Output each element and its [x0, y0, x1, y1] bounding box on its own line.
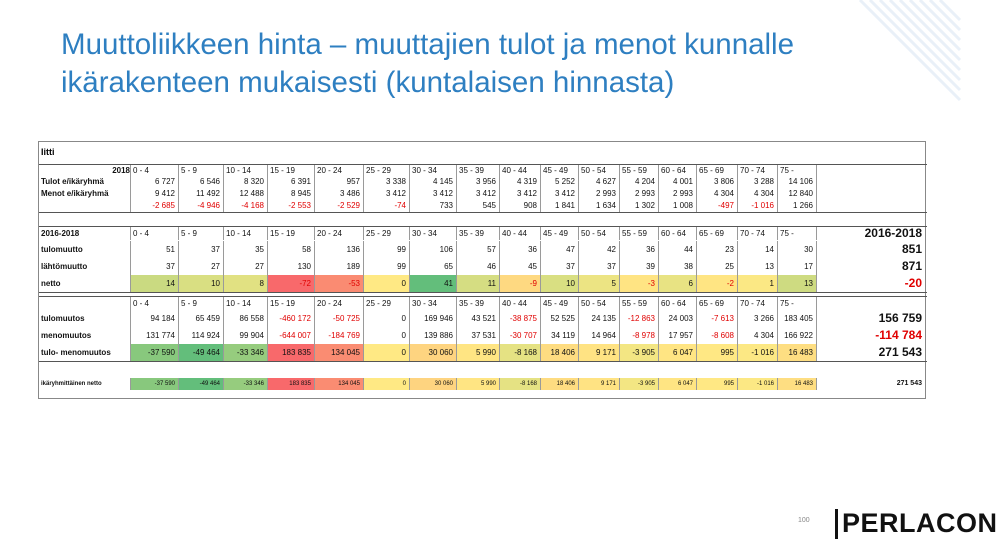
table-cell: 0 [364, 310, 410, 327]
column-header: 20 - 24 [315, 165, 364, 176]
table-cell: 13 [778, 275, 817, 292]
table-cell: 36 [620, 241, 659, 258]
table-cell: 5 990 [457, 378, 500, 390]
table-cell: 35 [224, 241, 268, 258]
table-cell: -9 [500, 275, 541, 292]
table-cell: 30 060 [410, 378, 457, 390]
table-cell: 8 [224, 275, 268, 292]
column-header: 70 - 74 [738, 227, 778, 240]
table-cell: 13 [738, 258, 778, 275]
divider-3 [39, 361, 927, 362]
column-header: 30 - 34 [410, 227, 457, 240]
side-total: -114 784 [875, 328, 922, 342]
column-header: 75 - [778, 297, 817, 310]
row-label [39, 200, 131, 212]
table-cell: -38 875 [500, 310, 541, 327]
column-header: 55 - 59 [620, 227, 659, 240]
column-header: 30 - 34 [410, 297, 457, 310]
table-cell: 995 [697, 344, 738, 361]
table-cell: 37 [131, 258, 179, 275]
table-cell: 36 [500, 241, 541, 258]
table-cell: 2 993 [659, 188, 697, 200]
side-total: 871 [901, 259, 922, 273]
logo-mark-icon [830, 509, 838, 539]
table-cell: 51 [131, 241, 179, 258]
column-header: 20 - 24 [315, 227, 364, 240]
column-header: 15 - 19 [268, 227, 315, 240]
table-cell: 11 [457, 275, 500, 292]
table-cell: 4 304 [738, 188, 778, 200]
table-cell: 43 521 [457, 310, 500, 327]
table-cell: -460 172 [268, 310, 315, 327]
table-cell: 3 806 [697, 176, 738, 188]
table-cell: -1 016 [738, 378, 778, 390]
table-cell: -497 [697, 200, 738, 212]
table-cell: -49 464 [179, 378, 224, 390]
side-total: 271 543 [896, 380, 922, 387]
table-cell: 14 964 [579, 327, 620, 344]
table-cell: 99 [364, 241, 410, 258]
column-header: 5 - 9 [179, 227, 224, 240]
table-row [39, 327, 927, 344]
table-cell: 11 492 [179, 188, 224, 200]
table-cell: 24 003 [659, 310, 697, 327]
table-cell: 42 [579, 241, 620, 258]
table-cell: -2 [697, 275, 738, 292]
table-cell: 3 412 [410, 188, 457, 200]
row-label: netto [39, 275, 131, 292]
table-cell: 9 171 [579, 378, 620, 390]
table-cell: -3 905 [620, 344, 659, 361]
table-row [39, 176, 927, 188]
table-cell: 134 045 [315, 378, 364, 390]
table-cell: 24 135 [579, 310, 620, 327]
column-header: 10 - 14 [224, 165, 268, 176]
row-label: tulo- menomuutos [39, 344, 131, 361]
table-cell: 17 [778, 258, 817, 275]
table-cell: 3 486 [315, 188, 364, 200]
row-label: lähtömuutto [39, 258, 131, 275]
table-cell: 38 [659, 258, 697, 275]
table-cell: 65 459 [179, 310, 224, 327]
table-cell: -49 464 [179, 344, 224, 361]
table-cell: -33 346 [224, 378, 268, 390]
column-header: 15 - 19 [268, 165, 315, 176]
side-total: 851 [901, 242, 922, 256]
column-header: 55 - 59 [620, 165, 659, 176]
table-cell: -37 590 [131, 378, 179, 390]
table-row [39, 200, 927, 212]
table-cell: -3 905 [620, 378, 659, 390]
page-number: 100 [798, 517, 810, 524]
table-cell: -30 707 [500, 327, 541, 344]
table-cell: 94 184 [131, 310, 179, 327]
table-cell: 47 [541, 241, 579, 258]
column-header: 45 - 49 [541, 227, 579, 240]
row-label: Tulot e/ikäryhmä [39, 176, 131, 188]
table-cell: 3 412 [457, 188, 500, 200]
column-header: 45 - 49 [541, 297, 579, 310]
table-cell: 0 [364, 327, 410, 344]
row-label: tulomuutto [39, 241, 131, 258]
table-cell: 1 008 [659, 200, 697, 212]
column-header: 65 - 69 [697, 227, 738, 240]
table-cell: 130 [268, 258, 315, 275]
table-cell: 183 405 [778, 310, 817, 327]
table-cell: -8 168 [500, 344, 541, 361]
title-line-1: Muuttoliikkeen hinta – muuttajien tulot ja menot kunnalle [61, 28, 795, 61]
table-cell: 9 171 [579, 344, 620, 361]
data-table [38, 141, 926, 399]
table-cell: 4 001 [659, 176, 697, 188]
table-cell: 18 406 [541, 378, 579, 390]
table-cell: 4 319 [500, 176, 541, 188]
column-header: 25 - 29 [364, 297, 410, 310]
table-cell: 39 [620, 258, 659, 275]
table-cell: 14 106 [778, 176, 817, 188]
table-cell: 27 [224, 258, 268, 275]
divider-1 [39, 212, 927, 213]
table-cell: 6 727 [131, 176, 179, 188]
table-cell: 17 957 [659, 327, 697, 344]
table-cell: 37 531 [457, 327, 500, 344]
table-cell: -4 946 [179, 200, 224, 212]
table-row [39, 241, 927, 258]
column-header: 65 - 69 [697, 165, 738, 176]
table-cell: -2 685 [131, 200, 179, 212]
table-cell: -8 608 [697, 327, 738, 344]
table-cell: 23 [697, 241, 738, 258]
table-cell: 4 304 [738, 327, 778, 344]
table-cell: 6 391 [268, 176, 315, 188]
table-cell: 995 [697, 378, 738, 390]
row-label: ikäryhmittäinen netto [39, 378, 131, 390]
table-cell: 0 [364, 275, 410, 292]
table-cell: 1 266 [778, 200, 817, 212]
table-cell: 34 119 [541, 327, 579, 344]
table-cell: 37 [579, 258, 620, 275]
table-cell: 99 904 [224, 327, 268, 344]
table-cell: 3 956 [457, 176, 500, 188]
column-header: 40 - 44 [500, 227, 541, 240]
table-cell: 99 [364, 258, 410, 275]
side-total: -20 [904, 276, 922, 290]
table-cell: -1 016 [738, 344, 778, 361]
table-cell: 3 412 [541, 188, 579, 200]
table-cell: 545 [457, 200, 500, 212]
table-cell: 5 990 [457, 344, 500, 361]
table-cell: 166 922 [778, 327, 817, 344]
table-cell: 183 835 [268, 378, 315, 390]
table-cell: 46 [457, 258, 500, 275]
header-label: 2016-2018 [39, 227, 131, 240]
side-total: 271 543 [878, 345, 922, 359]
table-cell: 4 627 [579, 176, 620, 188]
table-cell: 45 [500, 258, 541, 275]
column-header: 40 - 44 [500, 297, 541, 310]
table-cell: 6 047 [659, 378, 697, 390]
table-cell: -184 769 [315, 327, 364, 344]
column-header: 5 - 9 [179, 165, 224, 176]
side-total: 156 759 [878, 311, 922, 325]
table-cell: 6 047 [659, 344, 697, 361]
column-header: 70 - 74 [738, 297, 778, 310]
column-header: 50 - 54 [579, 165, 620, 176]
table-cell: 4 145 [410, 176, 457, 188]
table-cell: 2 993 [620, 188, 659, 200]
column-header: 60 - 64 [659, 297, 697, 310]
column-header: 50 - 54 [579, 297, 620, 310]
table-cell: 183 835 [268, 344, 315, 361]
table-cell: 58 [268, 241, 315, 258]
header-row-2016-2018 [39, 226, 927, 240]
table-cell: 1 634 [579, 200, 620, 212]
column-header: 40 - 44 [500, 165, 541, 176]
table-cell: 908 [500, 200, 541, 212]
table-cell: 5 252 [541, 176, 579, 188]
table-row [39, 310, 927, 327]
column-header: 75 - [778, 165, 817, 176]
table-row [39, 258, 927, 275]
table-cell: -4 168 [224, 200, 268, 212]
table-cell: 14 [131, 275, 179, 292]
table-cell: 8 320 [224, 176, 268, 188]
table-cell: 18 406 [541, 344, 579, 361]
header-label: 2018 [39, 165, 131, 176]
column-header: 5 - 9 [179, 297, 224, 310]
row-label: Menot e/ikäryhmä [39, 188, 131, 200]
table-cell: 30 [778, 241, 817, 258]
table-cell: 3 288 [738, 176, 778, 188]
header-label [39, 297, 131, 310]
table-cell: 106 [410, 241, 457, 258]
table-cell: 8 945 [268, 188, 315, 200]
table-cell: 114 924 [179, 327, 224, 344]
table-cell: 189 [315, 258, 364, 275]
table-cell: 27 [179, 258, 224, 275]
table-cell: 12 488 [224, 188, 268, 200]
title-line-2: ikärakenteen mukaisesti (kuntalaisen hinnasta) [61, 66, 675, 99]
table-cell: 14 [738, 241, 778, 258]
table-cell: 44 [659, 241, 697, 258]
table-cell: -53 [315, 275, 364, 292]
table-cell: 16 483 [778, 378, 817, 390]
column-header: 20 - 24 [315, 297, 364, 310]
table-row [39, 344, 927, 361]
header-row-2018-cells [39, 164, 927, 176]
table-cell: -8 978 [620, 327, 659, 344]
table-cell: 10 [179, 275, 224, 292]
divider-2 [39, 292, 927, 293]
table-cell: 136 [315, 241, 364, 258]
table-cell: 4 204 [620, 176, 659, 188]
table-cell: -37 590 [131, 344, 179, 361]
column-header: 35 - 39 [457, 227, 500, 240]
column-header: 55 - 59 [620, 297, 659, 310]
table-cell: -7 613 [697, 310, 738, 327]
column-header: 70 - 74 [738, 165, 778, 176]
column-header: 10 - 14 [224, 227, 268, 240]
table-cell: -3 [620, 275, 659, 292]
table-cell: -1 016 [738, 200, 778, 212]
table-cell: 4 304 [697, 188, 738, 200]
table-cell: 5 [579, 275, 620, 292]
column-header: 60 - 64 [659, 227, 697, 240]
table-cell: 0 [364, 344, 410, 361]
table-cell: 169 946 [410, 310, 457, 327]
column-header: 15 - 19 [268, 297, 315, 310]
table-cell: 1 841 [541, 200, 579, 212]
table-row [39, 275, 927, 292]
header-row-section3 [39, 296, 927, 310]
table-cell: 25 [697, 258, 738, 275]
table-cell: 6 546 [179, 176, 224, 188]
column-header: 25 - 29 [364, 227, 410, 240]
table-cell: 1 [738, 275, 778, 292]
column-header: 0 - 4 [131, 297, 179, 310]
logo-text: PERLACON [842, 508, 998, 538]
table-cell: 957 [315, 176, 364, 188]
table-cell: 16 483 [778, 344, 817, 361]
slide-title [61, 26, 941, 102]
table-cell: 37 [541, 258, 579, 275]
column-header: 10 - 14 [224, 297, 268, 310]
table-cell: 10 [541, 275, 579, 292]
table-cell: 41 [410, 275, 457, 292]
table-caption: Iitti [41, 147, 55, 157]
table-cell: 3 338 [364, 176, 410, 188]
table-cell: 733 [410, 200, 457, 212]
column-header: 45 - 49 [541, 165, 579, 176]
side-total: 2016-2018 [864, 226, 922, 240]
table-cell: 30 060 [410, 344, 457, 361]
column-header: 35 - 39 [457, 165, 500, 176]
table-row [39, 188, 927, 200]
table-cell: 134 045 [315, 344, 364, 361]
table-cell: 86 558 [224, 310, 268, 327]
perlacon-logo [830, 508, 998, 539]
table-cell: 3 266 [738, 310, 778, 327]
table-row [39, 378, 927, 390]
column-header: 30 - 34 [410, 165, 457, 176]
table-cell: 1 302 [620, 200, 659, 212]
table-cell: 52 525 [541, 310, 579, 327]
table-cell: 6 [659, 275, 697, 292]
table-cell: -33 346 [224, 344, 268, 361]
table-cell: -72 [268, 275, 315, 292]
column-header: 75 - [778, 227, 817, 240]
table-cell: 9 412 [131, 188, 179, 200]
column-header: 60 - 64 [659, 165, 697, 176]
column-header: 0 - 4 [131, 165, 179, 176]
column-header: 35 - 39 [457, 297, 500, 310]
column-header: 65 - 69 [697, 297, 738, 310]
row-label: menomuutos [39, 327, 131, 344]
table-cell: 3 412 [500, 188, 541, 200]
table-cell: -2 553 [268, 200, 315, 212]
table-cell: -50 725 [315, 310, 364, 327]
table-cell: 65 [410, 258, 457, 275]
table-cell: 37 [179, 241, 224, 258]
table-cell: -12 863 [620, 310, 659, 327]
column-header: 50 - 54 [579, 227, 620, 240]
table-cell: 2 993 [579, 188, 620, 200]
table-cell: 12 840 [778, 188, 817, 200]
column-header: 0 - 4 [131, 227, 179, 240]
table-cell: 131 774 [131, 327, 179, 344]
column-header: 25 - 29 [364, 165, 410, 176]
table-cell: 0 [364, 378, 410, 390]
table-cell: 57 [457, 241, 500, 258]
table-cell: -2 529 [315, 200, 364, 212]
row-label: tulomuutos [39, 310, 131, 327]
table-cell: -74 [364, 200, 410, 212]
table-cell: 139 886 [410, 327, 457, 344]
table-cell: -8 168 [500, 378, 541, 390]
table-cell: 3 412 [364, 188, 410, 200]
table-cell: -644 007 [268, 327, 315, 344]
